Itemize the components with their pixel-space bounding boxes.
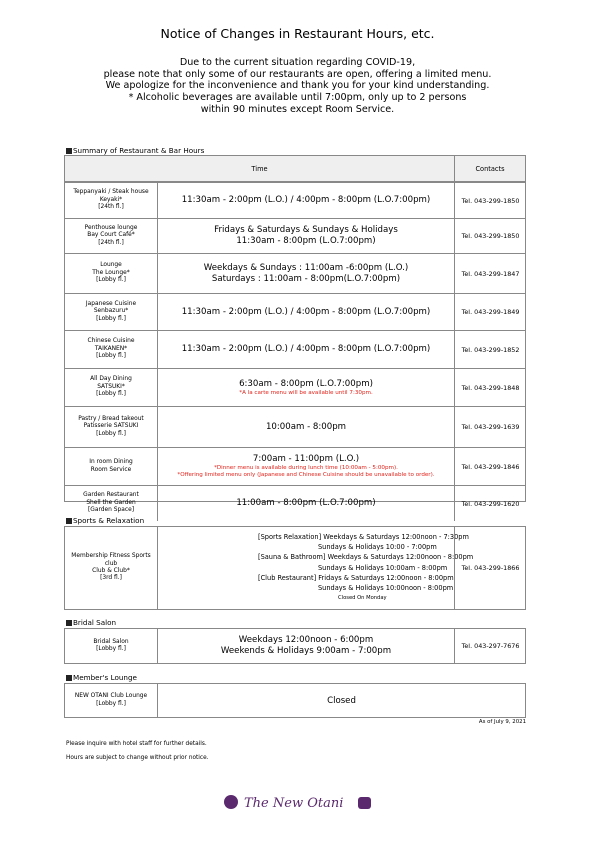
contact-tel: Tel. 043-299-1850 [454,219,526,253]
time-header: Time [65,156,454,182]
menu-note: *Dinner menu is available during lunch time (10:00am - 5:00pm). [214,465,398,471]
sports-hours: [Sports Relaxation] Weekdays & Saturdays 12:00noon - 7:30pm Sundays & Holidays 10:00 - 7:00pm [Sauna & Bathroom] Weekdays & Saturdays 12:00noon - 8:00pm Sundays & Holidays 10:00am - 8:00pm [Club Restaurant] Fridays & Saturdays 12:00noon - 8:00pm Sundays & Holidays 10:00noon - 8:00pm Closed On Monday [158,527,454,609]
intro-line: Due to the current situation regarding COVID-19, [179,57,416,68]
contact-tel: Tel. 043-299-1866 [454,527,526,609]
contacts-header: Contacts [454,156,525,182]
venue-name: Bridal Salon [Lobby fl.] [65,629,158,663]
brand-logo: The New Otani [224,794,374,816]
venue-hours: 11:30am - 2:00pm (L.O.) / 4:00pm - 8:00pm (L.O.7:00pm) [181,344,431,354]
intro-line: * Alcoholic beverages are available until 7:00pm, only up to 2 persons [128,92,467,104]
footer-note: Hours are subject to change without prior notice. [66,755,209,761]
footer-note: Please inquire with hotel staff for further details. [66,741,207,747]
section-heading-restaurant: Summary of Restaurant & Bar Hours [66,146,204,155]
contact-tel: Tel. 043-299-1848 [454,369,526,406]
section-heading-bridal: Bridal Salon [66,618,116,627]
venue-hours: 11:30am - 2:00pm (L.O.) / 4:00pm - 8:00pm (L.O.7:00pm) [181,195,431,205]
square-bullet-icon [66,148,72,154]
venue-name: Japanese Cuisine Senbazuru* [Lobby fl.] [65,294,158,330]
venue-name: Chinese Cuisine TAIKANEN* [Lobby fl.] [65,331,158,368]
table-row [65,330,525,368]
section-heading-sports: Sports & Relaxation [66,516,144,525]
page-title: Notice of Changes in Restaurant Hours, etc. [160,26,435,41]
venue-name: In room Dining Room Service [65,448,158,485]
section-heading-members: Member's Lounge [66,673,137,682]
intro-line: within 90 minutes except Room Service. [200,103,395,115]
contact-tel: Tel. 043-299-1847 [454,254,526,293]
table-row [65,293,525,330]
venue-name: Pastry / Bread takeout Patisserie SATSUKI [Lobby fl.] [65,407,158,447]
intro-line: We apologize for the inconvenience and thank you for your kind understanding. [105,80,490,92]
venue-name: Teppanyaki / Steak house Keyaki* [24th fl.] [65,183,158,218]
contact-tel: Tel. 043-299-1849 [454,294,526,330]
closed-note: Closed On Monday [338,595,387,602]
venue-hours: 10:00am - 8:00pm [265,421,347,432]
square-bullet-icon [66,675,72,681]
restaurant-table [64,155,526,514]
table-row [65,218,525,253]
table-row [65,182,525,218]
venue-name: Lounge The Lounge* [Lobby fl.] [65,254,158,293]
as-of-date: As of July 9, 2021 [478,719,526,725]
contact-tel: Tel. 043-299-1850 [454,183,526,218]
menu-note: *Offering limited menu only (Japanese and Chinese Cuisine should be unavailable to order). [177,472,435,478]
square-bullet-icon [66,518,72,524]
venue-name: All Day Dining SATSUKI* [Lobby fl.] [65,369,158,406]
venue-hours: Fridays & Saturdays & Sundays & Holidays 11:30am - 8:00pm (L.O.7:00pm) [214,225,398,246]
crest-icon [224,795,238,809]
table-row [65,447,525,485]
venue-name: Membership Fitness Sports club Club & Club* [3rd fl.] [65,527,158,609]
menu-note: *A la carte menu will be available until 7:30pm. [239,389,373,396]
emblem-icon [358,797,371,809]
bridal-hours: Weekdays 12:00noon - 6:00pm Weekends & Holidays 9:00am - 7:00pm [220,635,392,656]
contact-tel: Tel. 043-299-1852 [454,331,526,368]
table-row [65,406,525,447]
intro-text [0,57,595,116]
venue-hours: 11:00am - 8:00pm (L.O.7:00pm) [236,498,376,508]
intro-line: please note that only some of our restaurants are open, offering a limited menu. [103,68,492,80]
bridal-table [64,628,526,664]
contact-tel: Tel. 043-299-1846 [454,448,526,485]
venue-name: Garden Restaurant Shell the Garden [Garden Space] [65,486,158,521]
members-status: Closed [327,695,356,706]
venue-name: Penthouse lounge Bay Court Café* [24th fl.] [65,219,158,253]
contact-tel: Tel. 043-299-1639 [454,407,526,447]
contact-tel: Tel. 043-299-1620 [454,486,526,521]
venue-hours: 6:30am - 8:00pm (L.O.7:00pm) *A la carte menu will be available until 7:30pm. [239,378,373,396]
venue-hours: Weekdays & Sundays : 11:00am -6:00pm (L.O.) Saturdays : 11:00am - 8:00pm(L.O.7:00pm) [203,262,409,284]
venue-hours: 11:30am - 2:00pm (L.O.) / 4:00pm - 8:00pm (L.O.7:00pm) [181,306,431,317]
members-table [64,683,526,718]
sports-table [64,526,526,610]
contact-tel: Tel. 043-297-7676 [454,629,526,663]
table-row [65,368,525,406]
venue-name: NEW OTANI Club Lounge [Lobby fl.] [65,684,158,717]
square-bullet-icon [66,620,72,626]
table-row [65,253,525,293]
venue-hours: 7:00am - 11:00pm (L.O.) *Dinner menu is available during lunch time (10:00am - 5:00pm). *Offering limited menu only (Japanese and Chinese Cuisine should be unavailable to order). [177,454,435,478]
